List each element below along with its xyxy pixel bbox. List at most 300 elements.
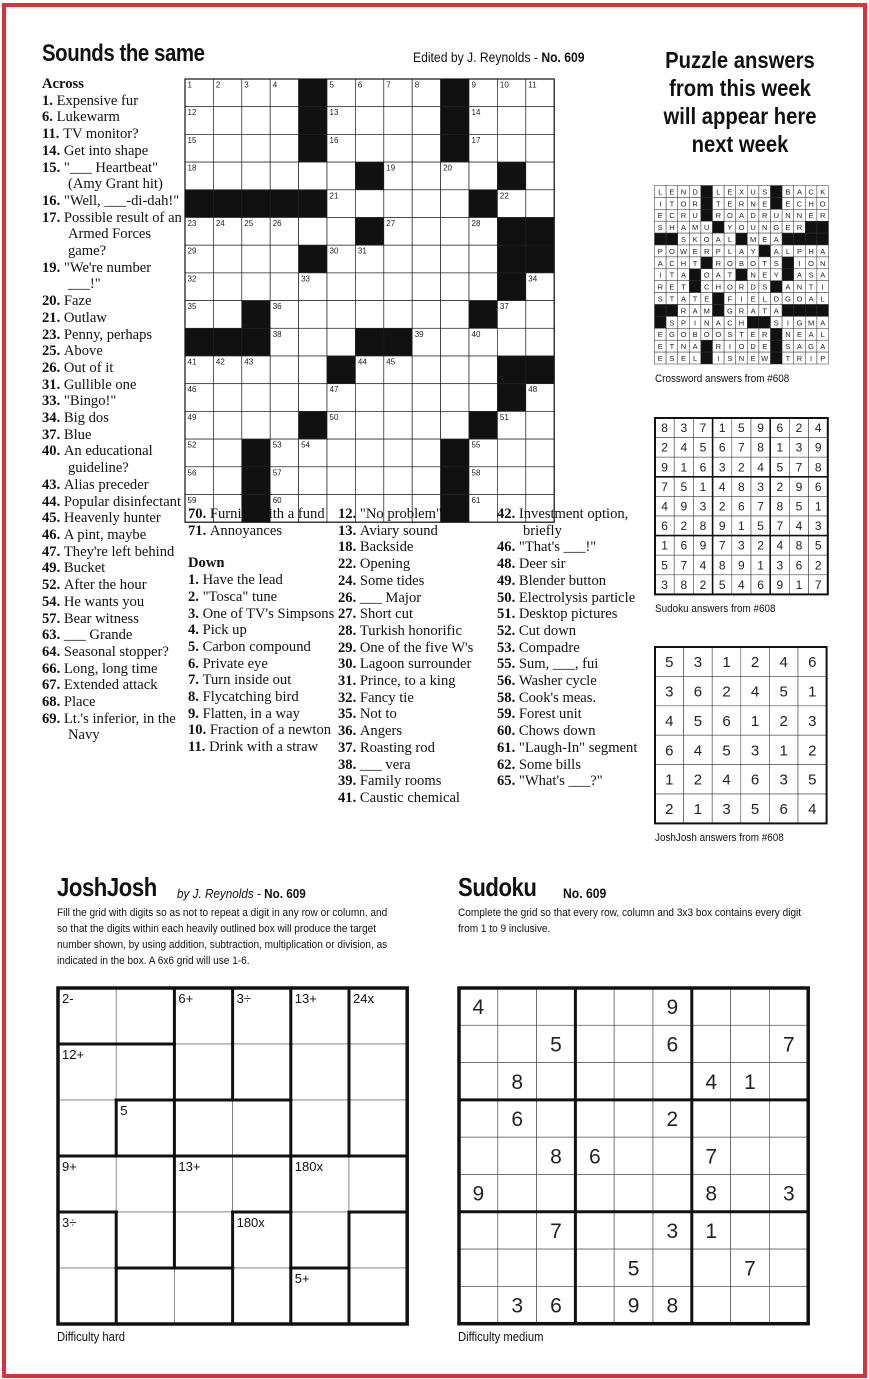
sudoku-cell — [498, 988, 537, 1025]
clue-text: Turkish honorific — [359, 622, 462, 639]
answer-letter: T — [727, 270, 733, 280]
answer-digit: 6 — [722, 712, 731, 730]
grid-cell — [384, 301, 412, 329]
grid-cell — [384, 467, 412, 495]
grid-cell — [299, 218, 327, 246]
answer-letter: A — [773, 235, 779, 244]
clue-number: 56. — [497, 673, 519, 690]
sudoku-cell — [731, 1100, 770, 1137]
clue-text: "Laugh-In" segment — [518, 739, 638, 756]
answer-digit: 4 — [779, 654, 788, 672]
answer-letter: P — [657, 246, 663, 256]
grid-cell — [270, 245, 298, 273]
clue — [42, 343, 182, 360]
clue-text: ___ Grande — [63, 627, 133, 644]
answer-digit: 3 — [779, 771, 788, 789]
black-square — [299, 107, 327, 135]
answer-letter: T — [692, 258, 698, 268]
sudoku-cell — [731, 988, 770, 1025]
clue-number: 68. — [42, 694, 64, 711]
grid-cell — [497, 328, 525, 356]
clue-number: 52. — [42, 577, 64, 594]
answer-letter: U — [750, 187, 756, 197]
grid-cell — [299, 301, 327, 329]
clue-text: Backside — [359, 539, 414, 556]
clue-number: 40. — [42, 443, 64, 460]
grid-cell — [526, 162, 554, 190]
black-square — [701, 186, 713, 198]
answer-letter: N — [680, 187, 687, 197]
clue-text: "No problem" — [359, 506, 442, 522]
grid-cell — [327, 162, 355, 190]
clue-text: Big dos — [63, 410, 109, 427]
clue-text: Deer sir — [518, 556, 566, 573]
black-square — [299, 134, 327, 162]
clue-text: TV monitor? — [63, 126, 139, 143]
answer-digit: 4 — [808, 801, 817, 819]
answer-letter: H — [808, 246, 814, 256]
clue-text: Lukewarm — [56, 109, 120, 126]
clue-text: Electrolysis particle — [518, 589, 636, 606]
promo-line: Puzzle answers — [665, 47, 815, 73]
grid-cell — [270, 134, 298, 162]
grid-cell — [412, 301, 440, 329]
answer-digit: 3 — [693, 654, 703, 672]
cell-number: 33 — [301, 274, 311, 284]
answer-digit: 1 — [757, 558, 764, 573]
answer-letter: N — [819, 258, 826, 268]
grid-cell — [412, 162, 440, 190]
answer-letter: A — [738, 246, 745, 256]
clue-number: 51. — [497, 606, 519, 623]
answer-letter: A — [738, 211, 745, 221]
answer-letter: L — [716, 187, 721, 197]
answer-letter: S — [785, 342, 791, 352]
clue-number: 23. — [42, 326, 64, 343]
answer-letter: T — [669, 342, 675, 352]
clue-text: Turn inside out — [202, 672, 292, 689]
answer-letter: B — [738, 258, 745, 268]
answer-letter: F — [727, 294, 733, 304]
sudoku-cell — [653, 1137, 692, 1174]
clue-text: Investment option, briefly — [518, 506, 629, 539]
sudoku-cell — [731, 1212, 770, 1249]
grid-cell — [526, 328, 554, 356]
answer-digit: 5 — [680, 479, 688, 494]
answer-digit: 5 — [795, 499, 803, 514]
grid-cell — [327, 301, 355, 329]
black-square — [655, 233, 667, 245]
answer-letter: A — [692, 306, 698, 316]
answer-letter: A — [715, 235, 721, 244]
cell-number: 20 — [443, 163, 453, 173]
crossword-editor — [413, 50, 585, 65]
clue-text: Possible result of an Armed Forces game? — [63, 209, 182, 260]
answer-letter: E — [669, 187, 675, 197]
answer-letter: G — [668, 330, 675, 340]
sudoku-cell — [537, 1100, 576, 1137]
answer-letter: T — [808, 282, 814, 292]
sudoku-cell — [614, 1100, 653, 1137]
answer-digit: 8 — [680, 577, 688, 592]
answer-digit: 2 — [680, 519, 688, 534]
clue-number: 4. — [188, 622, 203, 639]
answer-letter: R — [703, 246, 710, 256]
clue-number: 1. — [188, 572, 203, 589]
down-heading: Down — [188, 555, 225, 572]
clue-number: 7. — [188, 672, 203, 689]
black-square — [736, 269, 748, 281]
cell-number: 28 — [471, 219, 481, 228]
joshjosh-header — [57, 872, 174, 903]
cell-number: 32 — [187, 274, 197, 284]
answer-letter: S — [762, 187, 768, 197]
clue-number: 11. — [42, 126, 64, 143]
clue-text: Forest unit — [518, 706, 582, 723]
answer-letter: I — [659, 199, 662, 209]
grid-cell — [441, 301, 469, 329]
clue-text: "Bingo!" — [63, 393, 117, 410]
answer-digit: 9 — [738, 558, 745, 573]
clue-number: 24. — [338, 572, 360, 589]
answer-digit: 1 — [750, 712, 760, 730]
sudoku-cell — [769, 1212, 808, 1249]
sudoku-given: 4 — [705, 1070, 718, 1094]
black-square — [771, 352, 783, 364]
clue — [188, 572, 336, 589]
grid-cell — [497, 439, 525, 467]
black-square — [805, 233, 817, 245]
grid-cell — [242, 134, 270, 162]
answer-digit: 4 — [665, 712, 674, 730]
answer-digit: 4 — [738, 577, 745, 592]
clue-text: Prince, to a king — [359, 673, 456, 690]
answer-letter: O — [726, 258, 733, 268]
answer-digit: 9 — [661, 460, 668, 475]
clue-number: 49. — [497, 572, 519, 589]
black-square — [805, 305, 817, 317]
black-square — [782, 233, 794, 245]
clue-number: 50. — [497, 589, 519, 606]
black-square — [817, 221, 829, 233]
answer-letter: H — [808, 199, 814, 209]
grid-cell — [384, 245, 412, 273]
answer-letter: N — [761, 223, 768, 233]
joshjosh-cell — [349, 1044, 407, 1100]
grid-cell — [384, 439, 412, 467]
joshjosh-cell — [349, 1156, 407, 1212]
sudoku-cell — [537, 1249, 576, 1286]
black-square — [817, 305, 829, 317]
answer-digit: 4 — [661, 499, 668, 514]
clue — [497, 740, 639, 757]
sudoku-cell — [498, 1175, 537, 1212]
clue-number: 13. — [338, 522, 360, 539]
answer-letter: O — [680, 199, 687, 209]
joshjosh-grid[interactable] — [56, 986, 410, 1326]
black-square — [355, 328, 383, 356]
grid-cell — [355, 384, 383, 412]
clue-number: 9. — [188, 705, 203, 722]
sudoku-cell — [614, 988, 653, 1025]
clue — [188, 589, 336, 606]
clue-text: "Well, ___-di-dah!" — [63, 192, 180, 209]
joshjosh-cell — [116, 1212, 174, 1268]
grid-cell — [299, 328, 327, 356]
answer-digit: 4 — [795, 519, 803, 534]
clue-text: Flycatching bird — [202, 689, 299, 706]
black-square — [242, 439, 270, 467]
clue-text: Flatten, in a way — [202, 705, 300, 722]
cell-number: 7 — [386, 80, 391, 90]
clue-number: 30. — [338, 656, 360, 673]
clue — [188, 739, 336, 756]
answer-letter: E — [680, 354, 687, 363]
cage-label: 2- — [62, 991, 74, 1006]
cell-number: 55 — [471, 440, 481, 450]
sudoku-given: 8 — [666, 1294, 679, 1318]
answer-letter: A — [680, 270, 687, 280]
black-square — [805, 221, 817, 233]
clue — [188, 606, 336, 623]
sudoku-cell — [692, 1100, 731, 1137]
answer-letter: I — [728, 342, 731, 352]
answer-digit: 6 — [680, 538, 688, 553]
clue — [338, 623, 498, 640]
crossword-grid[interactable] — [184, 78, 611, 505]
grid-cell — [270, 384, 298, 412]
answer-digit: 5 — [661, 558, 668, 573]
cell-number: 18 — [187, 163, 197, 173]
sudoku-given: 8 — [550, 1145, 562, 1169]
grid-cell — [213, 273, 241, 301]
sudoku-given: 6 — [588, 1145, 601, 1169]
answer-letter: S — [669, 318, 675, 328]
answer-letter: K — [692, 235, 698, 244]
cage-label: 13+ — [178, 1159, 201, 1174]
clue — [42, 410, 182, 427]
answer-digit: 6 — [665, 742, 674, 760]
clue-text: Not to — [359, 706, 397, 723]
clue-number: 35. — [338, 706, 360, 723]
sudoku-given: 7 — [705, 1145, 718, 1169]
clue — [338, 706, 498, 723]
answer-letter: R — [680, 211, 687, 221]
cell-number: 14 — [471, 108, 481, 118]
answer-digit: 4 — [718, 479, 726, 494]
sudoku-given: 8 — [705, 1182, 718, 1206]
answer-digit: 7 — [718, 538, 726, 553]
cell-number: 19 — [386, 163, 396, 173]
cell-number: 61 — [471, 496, 481, 505]
clue — [42, 293, 182, 310]
grid-cell — [497, 134, 525, 162]
clue-text: Cut down — [518, 622, 577, 639]
sudoku-cell — [498, 1212, 537, 1249]
cell-number: 10 — [499, 80, 509, 90]
black-square — [782, 305, 794, 317]
clue-text: ___ Major — [359, 589, 422, 606]
answer-letter: O — [726, 211, 733, 221]
sudoku-cell — [614, 1063, 653, 1100]
clue-text: Private eye — [202, 655, 268, 672]
grid-cell — [327, 467, 355, 495]
cell-number: 58 — [471, 468, 481, 478]
sudoku-cell — [575, 1249, 614, 1286]
answer-digit: 2 — [814, 558, 822, 573]
clue-number: 33. — [42, 393, 64, 410]
answer-letter: S — [657, 294, 663, 304]
answer-digit: 2 — [808, 742, 817, 760]
sudoku-cell — [731, 1286, 770, 1323]
grid-cell — [242, 245, 270, 273]
answer-letter: Y — [727, 223, 733, 233]
sudoku-given: 6 — [550, 1294, 562, 1318]
answer-letter: O — [703, 330, 710, 340]
grid-cell — [441, 245, 469, 273]
answer-letter: D — [750, 282, 756, 292]
answer-letter: U — [703, 223, 710, 233]
answer-letter: C — [669, 211, 675, 221]
clue — [188, 722, 336, 739]
grid-cell — [412, 245, 440, 273]
answer-letter: O — [738, 223, 745, 233]
grid-cell — [412, 107, 440, 135]
clue — [497, 623, 639, 640]
answer-letter: E — [796, 330, 803, 340]
clue-number: 34. — [42, 410, 64, 427]
cell-number: 54 — [301, 440, 311, 450]
answer-digit: 2 — [722, 683, 731, 701]
answer-digit: 6 — [718, 440, 726, 455]
sudoku-grid[interactable] — [457, 986, 810, 1326]
joshjosh-cell — [174, 1268, 232, 1324]
answer-letter: E — [727, 187, 733, 197]
clue-text: Short cut — [359, 606, 413, 623]
sudoku-cell — [692, 988, 731, 1025]
sudoku-header — [458, 872, 550, 903]
grid-cell — [469, 273, 497, 301]
clue-text: Have the lead — [202, 572, 283, 589]
clue-number: 8. — [188, 689, 203, 706]
black-square — [185, 328, 213, 356]
answer-letter: D — [750, 342, 756, 352]
clue — [497, 773, 639, 790]
answer-letter: I — [786, 318, 789, 328]
clue — [497, 556, 639, 573]
answer-letter: S — [773, 258, 779, 268]
black-square — [441, 107, 469, 135]
across-clue-list-continued — [188, 506, 336, 539]
answer-letter: A — [657, 258, 663, 268]
answer-letter: E — [657, 354, 663, 363]
grid-cell — [526, 411, 554, 439]
black-square — [497, 218, 525, 246]
sudoku-title: Sudoku — [458, 872, 537, 902]
grid-cell — [242, 273, 270, 301]
grid-cell — [441, 384, 469, 412]
cage-label: 24x — [353, 991, 374, 1006]
clue — [42, 210, 182, 260]
answer-digit: 4 — [776, 538, 784, 553]
answer-letter: U — [750, 223, 756, 233]
clue-text: After the hour — [63, 577, 147, 594]
clue-number: 22. — [338, 556, 360, 573]
answer-digit: 3 — [795, 440, 803, 455]
promo-line: next week — [691, 131, 789, 157]
answer-digit: 8 — [699, 519, 707, 534]
clue-number: 37. — [338, 739, 360, 756]
clue-text: Bear witness — [63, 610, 139, 627]
grid-cell — [213, 301, 241, 329]
answer-letter: H — [738, 318, 745, 328]
answer-digit: 5 — [776, 460, 784, 475]
clue — [338, 673, 498, 690]
grid-cell — [469, 356, 497, 384]
sudoku-given: 3 — [511, 1294, 524, 1318]
black-square — [817, 233, 829, 245]
answer-letter: G — [784, 294, 791, 304]
clue-number: 27. — [338, 606, 360, 623]
clue-number: 44. — [42, 493, 64, 510]
across-heading: Across — [42, 76, 84, 92]
clue-text: Washer cycle — [518, 673, 597, 690]
black-square — [441, 79, 469, 107]
clue — [188, 639, 336, 656]
black-square — [782, 257, 794, 269]
answer-letter: O — [703, 235, 710, 244]
sudoku-given: 4 — [472, 996, 485, 1020]
answer-digit: 6 — [776, 421, 784, 436]
joshjosh-cell — [116, 1268, 174, 1324]
clue — [42, 560, 182, 577]
answer-letter: R — [715, 258, 722, 268]
black-square — [701, 197, 713, 209]
clue-number: 46. — [42, 526, 64, 543]
answer-digit: 1 — [693, 801, 703, 819]
answer-digit: 7 — [776, 519, 784, 534]
answer-digit: 3 — [776, 558, 784, 573]
answer-letter: A — [808, 294, 814, 304]
black-square — [441, 134, 469, 162]
clue — [42, 611, 182, 628]
black-square — [355, 218, 383, 246]
grid-cell — [213, 467, 241, 495]
answer-digit: 6 — [808, 654, 817, 672]
answer-letter: A — [750, 306, 756, 316]
sudoku-cell — [653, 1063, 692, 1100]
answer-letter: E — [692, 246, 698, 256]
answer-digit: 2 — [779, 712, 788, 730]
answer-letter: B — [692, 330, 698, 340]
grid-cell — [299, 467, 327, 495]
answer-letter: R — [738, 199, 745, 209]
answer-letter: C — [703, 282, 710, 292]
grid-cell — [270, 356, 298, 384]
answer-letter: A — [808, 330, 814, 340]
clue-number: 54. — [42, 593, 64, 610]
clue — [497, 690, 639, 707]
answer-letter: E — [657, 330, 663, 340]
answer-letter: A — [820, 318, 826, 328]
cell-number: 12 — [187, 108, 197, 118]
clue-number: 3. — [188, 605, 203, 622]
black-square — [299, 79, 327, 107]
grid-cell — [412, 190, 440, 218]
answer-letter: H — [715, 282, 722, 292]
sudoku-cell — [537, 988, 576, 1025]
answer-letter: S — [680, 235, 687, 244]
